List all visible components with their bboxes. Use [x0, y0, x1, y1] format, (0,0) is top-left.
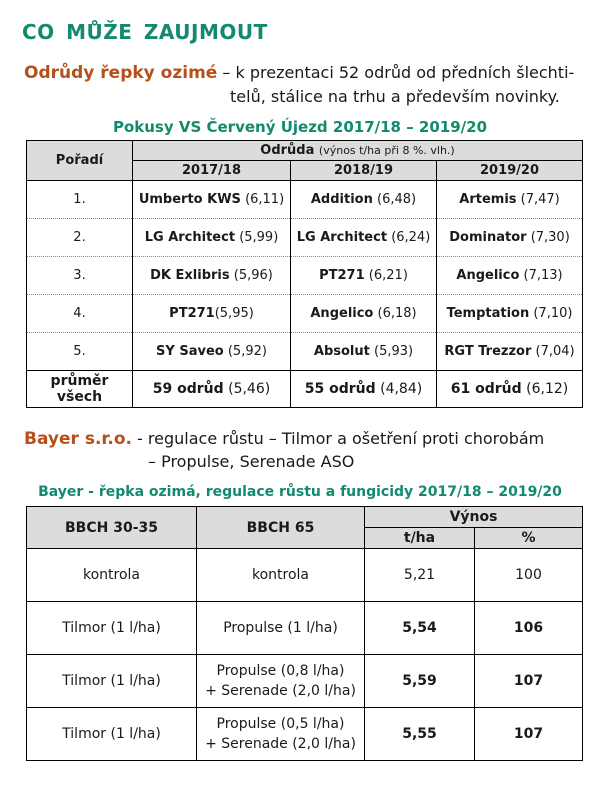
rank-cell: 5.	[27, 333, 133, 371]
variety-yield: (5,95)	[214, 306, 254, 321]
table1-title: Pokusy VS Červený Újezd 2017/18 – 2019/20	[112, 118, 488, 136]
col-rank-header: Pořadí	[27, 141, 133, 181]
variety-name: LG Architect	[296, 230, 388, 245]
variety-cell	[437, 295, 583, 333]
variety-name: Addition	[310, 192, 373, 207]
unit-tha-header: t/ha	[365, 528, 475, 549]
bbch-30-35-header: BBCH 30-35	[27, 507, 197, 549]
variety-group-header	[133, 141, 583, 161]
bbch-30-35-cell: Tilmor (1 l/ha)	[27, 708, 197, 761]
table-row	[27, 181, 583, 219]
variety-yield: (6,21)	[368, 268, 408, 283]
yield-percent-cell: 107	[475, 708, 583, 761]
section1-intro	[24, 61, 574, 85]
rank-cell: 4.	[27, 295, 133, 333]
variety-cell	[291, 181, 437, 219]
rank-cell: 3.	[27, 257, 133, 295]
year-header: 2018/19	[291, 161, 437, 181]
average-yield: (5,46)	[228, 381, 271, 397]
variety-yield: (6,18)	[377, 306, 417, 321]
average-label: průměr všech	[27, 371, 133, 408]
table-row	[27, 295, 583, 333]
table-row	[27, 708, 583, 761]
treatment-line1: Propulse (0,8 l/ha)	[216, 663, 345, 679]
table-row	[27, 219, 583, 257]
average-row	[27, 371, 583, 408]
variety-cell	[133, 181, 291, 219]
yield-percent-cell: 107	[475, 655, 583, 708]
table-row	[27, 549, 583, 602]
yield-percent-cell: 100	[475, 549, 583, 602]
bayer-trial-table	[26, 506, 583, 761]
bbch-65-header: BBCH 65	[197, 507, 365, 549]
variety-yield: (5,96)	[233, 268, 273, 283]
average-yield: (4,84)	[380, 381, 423, 397]
variety-cell	[437, 219, 583, 257]
variety-cell	[437, 333, 583, 371]
variety-yield: (5,92)	[227, 344, 267, 359]
variety-yield: (6,24)	[391, 230, 431, 245]
variety-yield: (7,04)	[535, 344, 575, 359]
section1-brand: Odrůdy řepky ozimé	[24, 63, 218, 83]
variety-name: SY Saveo	[156, 344, 224, 359]
variety-cell	[133, 219, 291, 257]
variety-trial-table	[26, 140, 583, 408]
variety-count: 59 odrůd	[152, 381, 224, 397]
variety-yield: (7,30)	[530, 230, 570, 245]
bbch-65-cell: kontrola	[197, 549, 365, 602]
variety-yield: (5,93)	[374, 344, 414, 359]
bbch-30-35-cell: kontrola	[27, 549, 197, 602]
variety-yield: (7,10)	[533, 306, 573, 321]
variety-cell	[291, 295, 437, 333]
variety-name: DK Exlibris	[150, 268, 230, 283]
bbch-65-cell: Propulse (1 l/ha)	[197, 602, 365, 655]
variety-cell	[437, 257, 583, 295]
variety-name: Absolut	[313, 344, 370, 359]
rank-cell: 1.	[27, 181, 133, 219]
yield-tha-cell: 5,55	[365, 708, 475, 761]
variety-name: Umberto KWS	[138, 192, 241, 207]
section2-brand: Bayer s.r.o.	[24, 429, 132, 449]
variety-name: Angelico	[310, 306, 374, 321]
variety-group-label: Odrůda	[260, 143, 315, 158]
year-header: 2019/20	[437, 161, 583, 181]
variety-name: Angelico	[456, 268, 520, 283]
variety-name: Dominator	[449, 230, 527, 245]
average-cell	[291, 371, 437, 408]
bbch-65-cell	[197, 708, 365, 761]
unit-percent-header: %	[475, 528, 583, 549]
treatment-line2: + Serenade (2,0 l/ha)	[205, 683, 356, 699]
table-row	[27, 602, 583, 655]
table-row	[27, 333, 583, 371]
table2-title: Bayer - řepka ozimá, regulace růstu a fungicidy 2017/18 – 2019/20	[38, 484, 562, 500]
variety-cell	[133, 333, 291, 371]
variety-cell	[291, 257, 437, 295]
rank-cell: 2.	[27, 219, 133, 257]
yield-percent-cell: 106	[475, 602, 583, 655]
bbch-30-35-cell: Tilmor (1 l/ha)	[27, 602, 197, 655]
section1-text-line1: – k prezentaci 52 odrůd od předních šlechti-	[217, 63, 575, 82]
average-cell	[133, 371, 291, 408]
page-title: CO MŮŽE ZAUJMOUT	[22, 20, 268, 44]
variety-name: Artemis	[459, 192, 517, 207]
section2-text-line1: - regulace růstu – Tilmor a ošetření proti chorobám	[131, 429, 545, 448]
yield-tha-cell: 5,54	[365, 602, 475, 655]
variety-yield: (7,13)	[523, 268, 563, 283]
variety-name: PT271	[319, 268, 365, 283]
table-row	[27, 257, 583, 295]
variety-cell	[291, 333, 437, 371]
average-cell	[437, 371, 583, 408]
variety-name: LG Architect	[144, 230, 236, 245]
section2-text-line2: – Propulse, Serenade ASO	[148, 452, 355, 471]
yield-tha-cell: 5,59	[365, 655, 475, 708]
treatment-line2: + Serenade (2,0 l/ha)	[205, 736, 356, 752]
variety-name: PT271	[169, 306, 215, 321]
variety-name: RGT Trezzor	[444, 344, 532, 359]
average-yield: (6,12)	[526, 381, 569, 397]
variety-yield: (6,11)	[245, 192, 285, 207]
yield-group-header: Výnos	[365, 507, 583, 528]
table-row	[27, 655, 583, 708]
section2-intro	[24, 428, 544, 450]
year-header: 2017/18	[133, 161, 291, 181]
variety-cell	[133, 295, 291, 333]
variety-count: 61 odrůd	[450, 381, 522, 397]
variety-yield: (6,48)	[377, 192, 417, 207]
treatment-line1: Propulse (0,5 l/ha)	[216, 716, 345, 732]
variety-cell	[437, 181, 583, 219]
variety-name: Temptation	[446, 306, 530, 321]
variety-cell	[291, 219, 437, 257]
variety-yield: (7,47)	[520, 192, 560, 207]
bbch-30-35-cell: Tilmor (1 l/ha)	[27, 655, 197, 708]
variety-group-sub: (výnos t/ha při 8 %. vlh.)	[318, 144, 455, 157]
variety-cell	[133, 257, 291, 295]
bbch-65-cell	[197, 655, 365, 708]
variety-yield: (5,99)	[239, 230, 279, 245]
yield-tha-cell: 5,21	[365, 549, 475, 602]
variety-count: 55 odrůd	[304, 381, 376, 397]
section1-text-line2: telů, stálice na trhu a především novinky.	[230, 87, 560, 106]
